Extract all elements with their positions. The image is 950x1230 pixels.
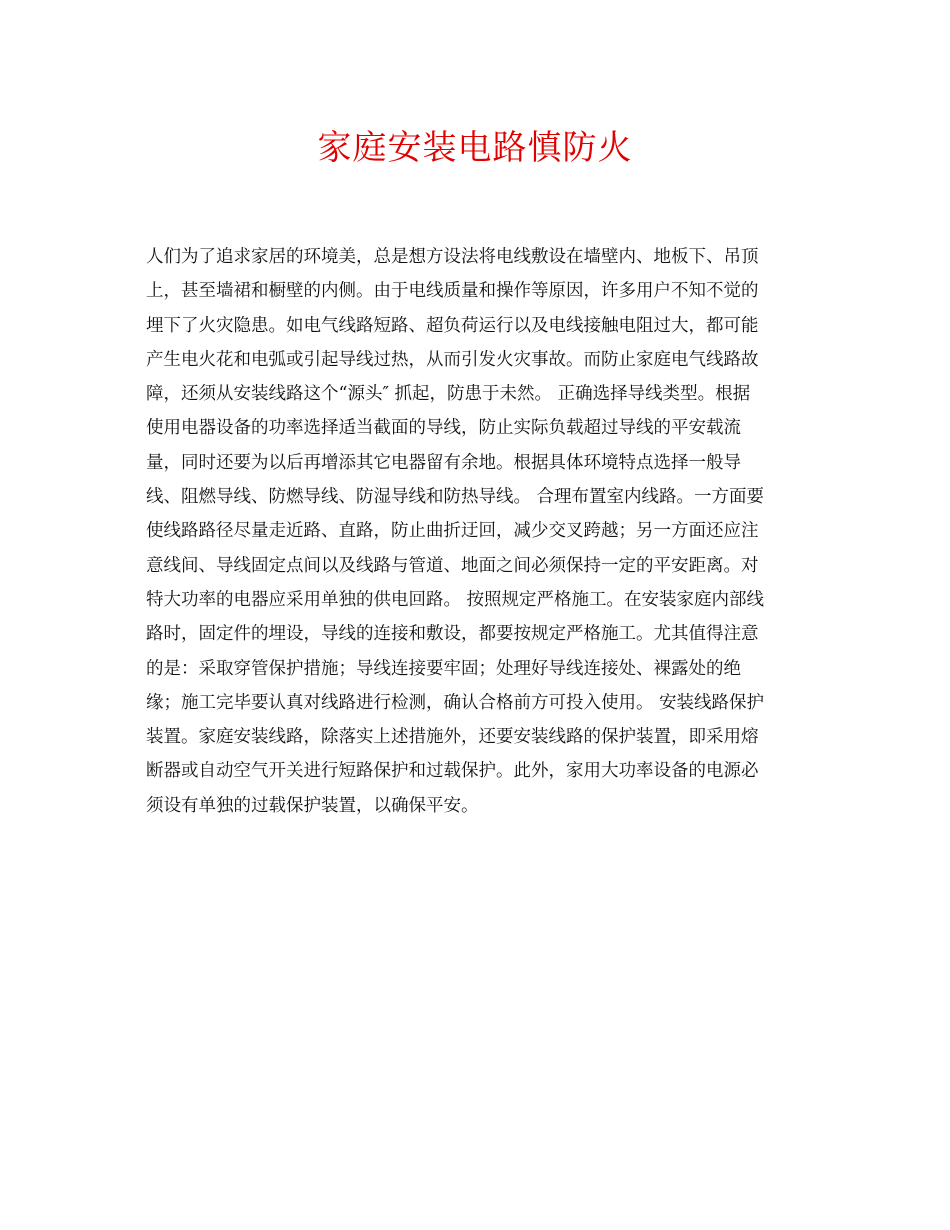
body-line: 障，还须从安装线路这个“源头″ 抓起，防患于未然。 正确选择导线类型。根据	[146, 384, 751, 405]
body-line: 的是：采取穿管保护措施；导线连接要牢固；处理好导线连接处、裸露处的绝	[146, 658, 741, 679]
body-line: 人们为了追求家居的环境美，总是想方设法将电线敷设在墙壁内、地板下、吊顶	[146, 247, 759, 267]
body-line: 断器或自动空气开关进行短路保护和过载保护。此外，家用大功率设备的电源必	[146, 761, 759, 782]
body-line: 线、阻燃导线、防燃导线、防湿导线和防热导线。 合理布置室内线路。一方面要	[146, 487, 765, 508]
body-line: 特大功率的电器应采用单独的供电回路。 按照规定严格施工。在安装家庭内部线	[146, 589, 765, 610]
document-body	[146, 240, 806, 823]
body-line: 装置。家庭安装线路，除落实上述措施外，还要安装线路的保护装置，即采用熔	[146, 727, 759, 748]
body-line: 使线路路径尽量走近路、直路，防止曲折迂回，减少交叉跨越；另一方面还应注	[146, 521, 759, 542]
body-line: 上，甚至墙裙和橱壁的内侧。由于电线质量和操作等原因，许多用户不知不觉的	[146, 281, 759, 302]
body-line: 须设有单独的过载保护装置，以确保平安。	[146, 795, 479, 816]
body-line: 埋下了火灾隐患。如电气线路短路、超负荷运行以及电线接触电阻过大，都可能	[146, 315, 759, 336]
body-line: 路时，固定件的埋设，导线的连接和敷设，都要按规定严格施工。尤其值得注意	[146, 624, 759, 645]
document-title: 家庭安装电路慎防火	[317, 128, 633, 168]
body-line: 意线间、导线固定点间以及线路与管道、地面之间必须保持一定的平安距离。对	[146, 555, 759, 576]
body-line: 缘；施工完毕要认真对线路进行检测，确认合格前方可投入使用。 安装线路保护	[146, 692, 765, 713]
body-line: 量，同时还要为以后再增添其它电器留有余地。根据具体环境特点选择一般导	[146, 452, 741, 473]
body-line: 使用电器设备的功率选择适当截面的导线，防止实际负载超过导线的平安载流	[146, 418, 741, 439]
body-line: 产生电火花和电弧或引起导线过热，从而引发火灾事故。而防止家庭电气线路故	[146, 349, 759, 370]
